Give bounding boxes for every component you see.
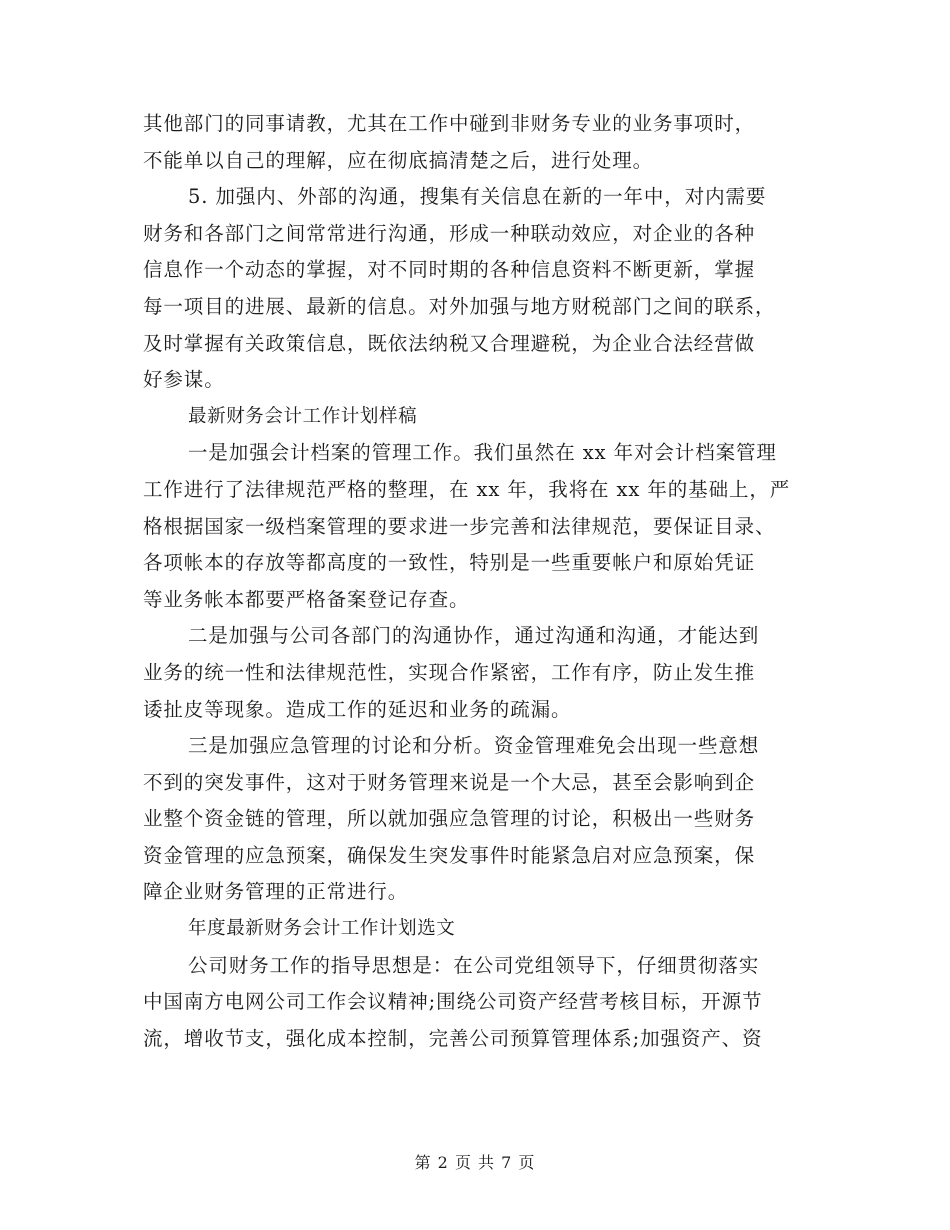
page-number-footer: 第 2 页 共 7 页 xyxy=(414,1153,536,1172)
text-line: 不能单以自己的理解，应在彻底搞清楚之后，进行处理。 xyxy=(143,148,654,172)
text-line: 业整个资金链的管理，所以就加强应急管理的讨论，积极出一些财务 xyxy=(143,807,756,831)
text-line: 障企业财务管理的正常进行。 xyxy=(143,880,409,904)
section-heading: 年度最新财务会计工作计划选文 xyxy=(188,918,456,940)
text-line: 财务和各部门之间常常进行沟通，形成一种联动效应，对企业的各种 xyxy=(143,221,756,245)
text-line: 好参谋。 xyxy=(143,368,225,392)
section-heading: 最新财务会计工作计划样稿 xyxy=(188,405,418,427)
text-line: 资金管理的应急预案，确保发生突发事件时能紧急启对应急预案，保 xyxy=(143,843,756,867)
text-line: 流，增收节支，强化成本控制，完善公司预算管理体系;加强资产、资 xyxy=(143,1026,763,1050)
text-line: 各项帐本的存放等都高度的一致性，特别是一些重要帐户和原始凭证 xyxy=(143,551,756,575)
text-line: 业务的统一性和法律规范性，实现合作紧密，工作有序，防止发生推 xyxy=(143,660,756,684)
text-line: 等业务帐本都要严格备案登记存查。 xyxy=(143,587,470,611)
text-line: 一是加强会计档案的管理工作。我们虽然在 xx 年对会计档案管理 xyxy=(188,441,777,465)
text-line: 工作进行了法律规范严格的整理，在 xx 年，我将在 xx 年的基础上，严 xyxy=(143,477,791,501)
text-line: 中国南方电网公司工作会议精神;围绕公司资产经营考核目标，开源节 xyxy=(143,990,763,1014)
text-line: 三是加强应急管理的讨论和分析。资金管理难免会出现一些意想 xyxy=(188,734,760,758)
text-line: 不到的突发事件，这对于财务管理来说是一个大忌，甚至会影响到企 xyxy=(143,770,756,794)
text-line: 5. 加强内、外部的沟通，搜集有关信息在新的一年中，对内需要 xyxy=(188,185,767,209)
text-line: 及时掌握有关政策信息，既依法纳税又合理避税，为企业合法经营做 xyxy=(143,331,756,355)
text-line: 诿扯皮等现象。造成工作的延迟和业务的疏漏。 xyxy=(143,697,572,721)
text-line: 二是加强与公司各部门的沟通协作，通过沟通和沟通，才能达到 xyxy=(188,624,760,648)
text-line: 公司财务工作的指导思想是：在公司党组领导下，仔细贯彻落实 xyxy=(188,953,760,977)
text-line: 其他部门的同事请教，尤其在工作中碰到非财务专业的业务事项时， xyxy=(143,112,756,135)
text-line: 每一项目的进展、最新的信息。对外加强与地方财税部门之间的联系， xyxy=(143,294,776,318)
text-line: 信息作一个动态的掌握，对不同时期的各种信息资料不断更新，掌握 xyxy=(143,258,756,282)
text-line: 格根据国家一级档案管理的要求进一步完善和法律规范，要保证目录、 xyxy=(143,514,776,538)
document-body xyxy=(143,106,807,1057)
